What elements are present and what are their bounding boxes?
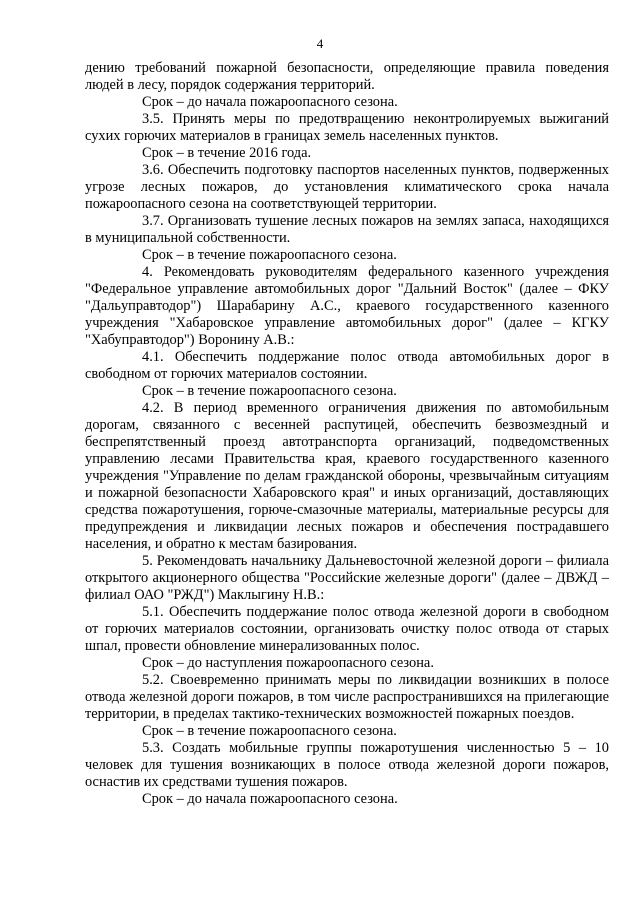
deadline-paragraph: Срок – в течение пожароопасного сезона. — [142, 247, 397, 263]
clause-3-5: 3.5. Принять меры по предотвращению неконтролируемых выжиганий сухих горючих материалов в границах земель населенных пунктов. — [85, 111, 609, 144]
document-body — [85, 60, 609, 808]
clause-4: 4. Рекомендовать руководителям федерального казенного учреждения "Федеральное управление автомобильных дорог "Дальний Восток" (далее – ФКУ "Дальуправтодор") Шарабарину А.С., краевого государственного казенного учреждения "Хабаровское управление автомобильных дорог" (далее – КГКУ "Хабуправтодор") Воронину А.В.: — [85, 264, 609, 348]
clause-3-7: 3.7. Организовать тушение лесных пожаров на землях запаса, находящихся в муниципальной собственности. — [85, 213, 609, 246]
clause-5-2: 5.2. Своевременно принимать меры по ликвидации возникших в полосе отвода железной дороги пожаров, в том числе распространившихся на прилегающие территории, в пределах тактико-технических возможностей пожарных поездов. — [85, 672, 609, 722]
deadline-paragraph: Срок – до начала пожароопасного сезона. — [142, 94, 398, 110]
clause-4-1: 4.1. Обеспечить поддержание полос отвода автомобильных дорог в свободном от горючих материалов состоянии. — [85, 349, 609, 382]
clause-5-1: 5.1. Обеспечить поддержание полос отвода железной дороги в свободном от горючих материалов состоянии, организовать очистку полос отвода от старых шпал, провести обновление минерализованных полос. — [85, 604, 609, 654]
deadline-paragraph: Срок – в течение пожароопасного сезона. — [142, 383, 397, 399]
clause-5-3: 5.3. Создать мобильные группы пожаротушения численностью 5 – 10 человек для тушения возникающих в полосе отвода железной дороги пожаров, оснастив их средствами тушения пожаров. — [85, 740, 609, 790]
deadline-paragraph: Срок – в течение пожароопасного сезона. — [142, 723, 397, 739]
paragraph-continuation: дению требований пожарной безопасности, определяющие правила поведения людей в лесу, порядок содержания территорий. — [85, 60, 609, 93]
deadline-paragraph: Срок – в течение 2016 года. — [142, 145, 312, 161]
deadline-paragraph: Срок – до начала пожароопасного сезона. — [142, 791, 398, 807]
clause-3-6: 3.6. Обеспечить подготовку паспортов населенных пунктов, подверженных угрозе лесных пожаров, до установления климатического срока начала пожароопасного сезона на соответствующей территории. — [85, 162, 609, 212]
clause-5: 5. Рекомендовать начальнику Дальневосточной железной дороги – филиала открытого акционерного общества "Российские железные дороги" (далее – ДВЖД – филиал ОАО "РЖД") Маклыгину Н.В.: — [85, 553, 609, 603]
deadline-paragraph: Срок – до наступления пожароопасного сезона. — [142, 655, 434, 671]
page-number: 4 — [316, 36, 324, 51]
clause-4-2: 4.2. В период временного ограничения движения по автомобильным дорогам, связанного с весенней распутицей, обеспечить безвозмездный и беспрепятственный проезд автотранспорта организаций, подведомственных управлению лесами Правительства края, краевого государственного казенного учреждения "Управление по делам гражданской обороны, чрезвычайным ситуациям и пожарной безопасности Хабаровского края" и иных организаций, доставляющих средства пожаротушения, горюче-смазочные материалы, материальные ресурсы для предупреждения и ликвидации лесных пожаров и обеспечения пострадавшего населения, и обратно к местам базирования. — [85, 400, 609, 552]
